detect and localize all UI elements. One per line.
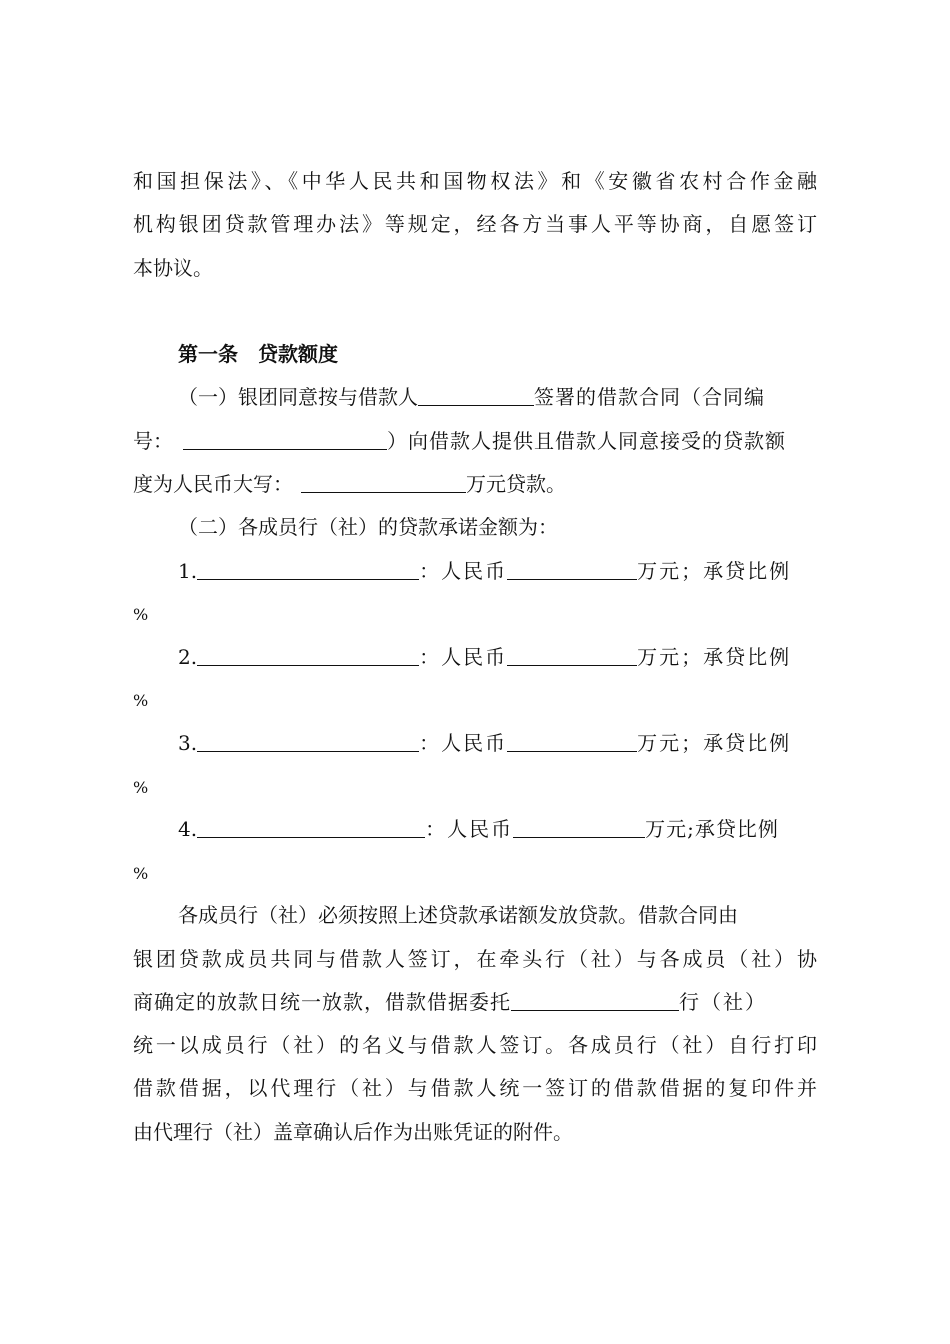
member-2-unit: 万元；承贷比例 — [637, 645, 792, 669]
borrower-blank[interactable] — [418, 385, 534, 406]
clause-3-line-2: 银团贷款成员共同与借款人签订，在牵头行（社）与各成员（社）协 — [133, 947, 817, 971]
member-3-num: 3. — [178, 731, 198, 755]
article-1-heading: 第一条 贷款额度 — [178, 342, 338, 366]
amount-blank[interactable] — [301, 472, 466, 493]
clause-3-line-3 — [133, 987, 817, 1017]
member-2-amount-blank[interactable] — [507, 645, 637, 666]
member-3-pct-line — [133, 771, 817, 801]
intro-line-3: 本协议。 — [133, 256, 213, 280]
member-1-name-blank[interactable] — [197, 559, 419, 580]
member-4-pct-line — [133, 857, 817, 887]
member-2-num: 2. — [178, 645, 198, 669]
member-1-rmb: ：人民币 — [419, 559, 508, 583]
clause-1-text-f: 万元贷款。 — [466, 472, 566, 496]
clause-3-line-1: 各成员行（社）必须按照上述贷款承诺额发放贷款。借款合同由 — [178, 903, 738, 927]
member-3-amount-blank[interactable] — [507, 731, 637, 752]
clause-1-line-2 — [133, 426, 817, 456]
member-1-unit: 万元；承贷比例 — [637, 559, 792, 583]
clause-1-line-3 — [133, 469, 817, 499]
clause-1-text-a: （一）银团同意按与借款人 — [178, 385, 418, 409]
clause-3-text-b: 行（社） — [679, 990, 767, 1014]
clause-3-line-4: 统一以成员行（社）的名义与借款人签订。各成员行（社）自行打印 — [133, 1033, 817, 1057]
agent-bank-blank[interactable] — [511, 990, 679, 1011]
clause-1-text-e: 度为人民币大写： — [133, 472, 293, 496]
clause-3-text-a: 商确定的放款日统一放款，借款借据委托 — [133, 990, 511, 1014]
member-row-2 — [178, 642, 817, 672]
member-4-name-blank[interactable] — [197, 817, 425, 838]
clause-1-text-c: 号： — [133, 429, 173, 453]
member-1-pct: % — [133, 605, 149, 624]
member-3-rmb: ：人民币 — [419, 731, 508, 755]
member-2-name-blank[interactable] — [197, 645, 419, 666]
member-4-amount-blank[interactable] — [513, 817, 645, 838]
member-1-num: 1. — [178, 559, 198, 583]
member-row-1 — [178, 556, 817, 586]
intro-line-1: 和国担保法》、《中华人民共和国物权法》和《安徽省农村合作金融 — [133, 169, 817, 193]
member-1-pct-line — [133, 598, 817, 628]
member-3-name-blank[interactable] — [197, 731, 419, 752]
member-2-rmb: ：人民币 — [419, 645, 508, 669]
clause-1-text-b: 签署的借款合同（合同编 — [534, 385, 765, 409]
member-4-num: 4. — [178, 817, 198, 841]
member-row-4 — [178, 814, 817, 844]
member-row-3 — [178, 728, 817, 758]
clause-1-text-d: ）向借款人提供且借款人同意接受的贷款额 — [387, 429, 786, 453]
member-2-pct: % — [133, 691, 149, 710]
member-3-unit: 万元；承贷比例 — [637, 731, 792, 755]
clause-2-line: （二）各成员行（社）的贷款承诺金额为： — [178, 515, 558, 539]
member-4-rmb: ：人民币 — [425, 817, 514, 841]
contract-number-blank[interactable] — [183, 429, 387, 450]
member-1-amount-blank[interactable] — [507, 559, 637, 580]
member-2-pct-line — [133, 684, 817, 714]
member-3-pct: % — [133, 778, 149, 797]
clause-3-line-5: 借款借据，以代理行（社）与借款人统一签订的借款借据的复印件并 — [133, 1076, 817, 1100]
intro-line-2: 机构银团贷款管理办法》等规定，经各方当事人平等协商，自愿签订 — [133, 212, 817, 236]
clause-3-line-6: 由代理行（社）盖章确认后作为出账凭证的附件。 — [133, 1120, 573, 1144]
member-4-pct: % — [133, 864, 149, 883]
member-4-unit: 万元;承贷比例 — [645, 817, 779, 841]
clause-1-line-1 — [178, 382, 817, 412]
